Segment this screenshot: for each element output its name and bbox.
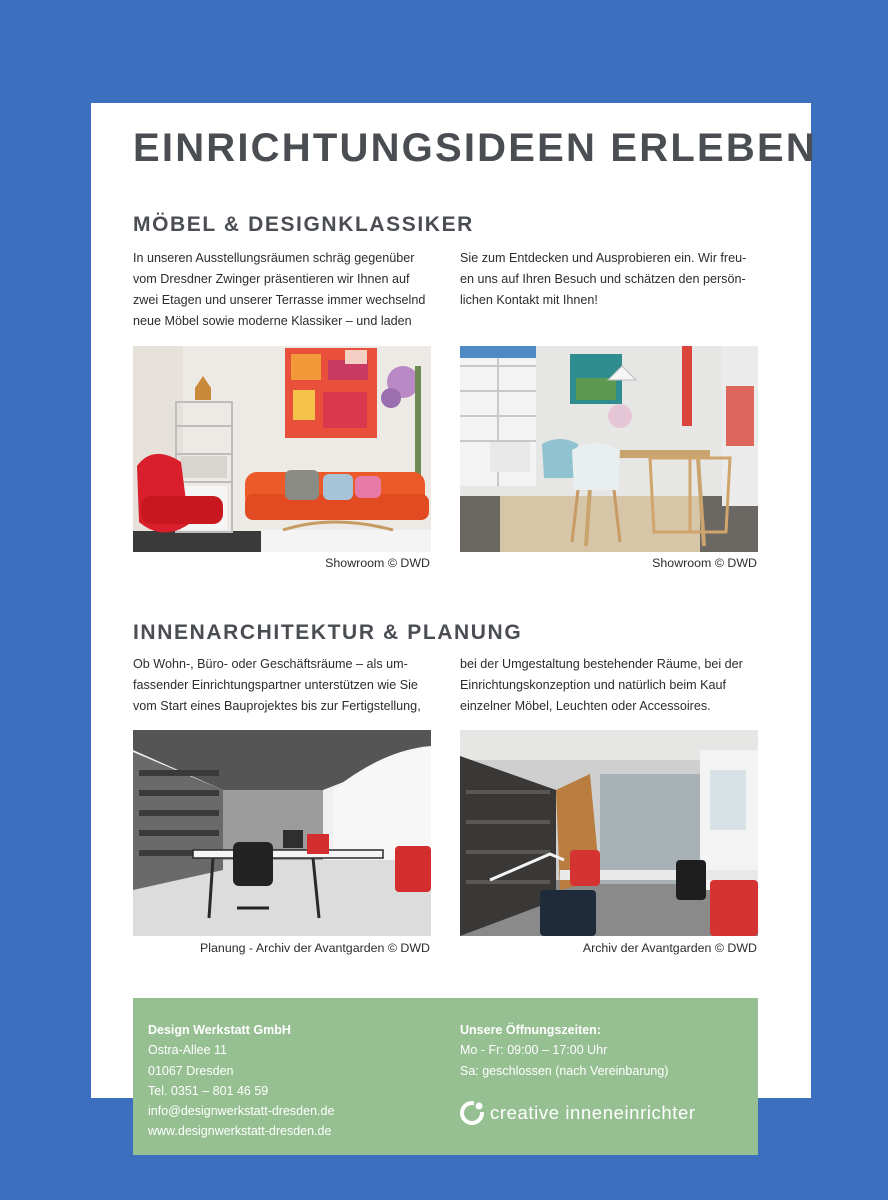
hours-title: Unsere Öffnungszeiten:: [460, 1023, 601, 1037]
brand-name: creative inneneinrichter: [490, 1102, 696, 1123]
text-line: vom Dresdner Zwinger präsentieren wir Ihnen auf: [133, 272, 410, 286]
company-name: Design Werkstatt GmbH: [148, 1023, 291, 1037]
text-line: lichen Kontakt mit Ihnen!: [460, 293, 598, 307]
photo-showroom-living: [133, 346, 431, 552]
opening-hours: [460, 1020, 668, 1081]
phone: Tel. 0351 – 801 46 59: [148, 1083, 269, 1098]
website-link[interactable]: www.designwerkstatt-dresden.de: [148, 1124, 332, 1139]
photo-planung-render: [133, 730, 431, 936]
page-title: EINRICHTUNGSIDEEN ERLEBEN: [133, 126, 817, 170]
text-line: Sie zum Entdecken und Ausprobieren ein. Wir freu-: [460, 251, 747, 265]
contact-address: [148, 1020, 334, 1142]
brand-mark-icon: [460, 1101, 484, 1125]
photo-caption: Showroom © DWD: [652, 556, 757, 570]
text-line: vom Start eines Bauprojektes bis zur Fertigstellung,: [133, 699, 421, 713]
section2-text-col1: [133, 654, 431, 717]
text-line: zwei Etagen und unserer Terrasse immer wechselnd: [133, 293, 426, 307]
photo-showroom-dining: [460, 346, 758, 552]
photo-caption: Showroom © DWD: [325, 556, 430, 570]
hours-weekdays: Mo - Fr: 09:00 – 17:00 Uhr: [460, 1043, 608, 1058]
text-line: einzelner Möbel, Leuchten oder Accessoires.: [460, 699, 711, 713]
photo-archiv-office: [460, 730, 758, 936]
section-title-innenarchitektur: INNENARCHITEKTUR & PLANUNG: [133, 621, 523, 644]
text-line: bei der Umgestaltung bestehender Räume, bei der: [460, 657, 743, 671]
section1-text-col2: [460, 248, 758, 311]
hours-saturday: Sa: geschlossen (nach Vereinbarung): [460, 1063, 669, 1078]
section1-text-col1: [133, 248, 431, 332]
section2-text-col2: [460, 654, 758, 717]
text-line: Einrichtungskonzeption und natürlich beim Kauf: [460, 678, 727, 692]
street: Ostra-Allee 11: [148, 1043, 227, 1058]
text-line: fassender Einrichtungspartner unterstützen wie Sie: [133, 678, 418, 692]
photo-caption: Planung - Archiv der Avantgarden © DWD: [200, 941, 430, 955]
text-line: Ob Wohn-, Büro- oder Geschäftsräume – als um-: [133, 657, 408, 671]
contact-footer: [133, 998, 758, 1155]
photo-caption: Archiv der Avantgarden © DWD: [582, 941, 757, 955]
brand-logo: [460, 1101, 696, 1125]
section-title-moebel: MÖBEL & DESIGNKLASSIKER: [133, 213, 474, 236]
text-line: en uns auf Ihren Besuch und schätzen den persön-: [460, 272, 746, 286]
city: 01067 Dresden: [148, 1063, 234, 1078]
email-link[interactable]: info@designwerkstatt-dresden.de: [148, 1104, 335, 1119]
text-line: neue Möbel sowie moderne Klassiker – und laden: [133, 314, 412, 328]
text-line: In unseren Ausstellungsräumen schräg gegenüber: [133, 251, 415, 265]
